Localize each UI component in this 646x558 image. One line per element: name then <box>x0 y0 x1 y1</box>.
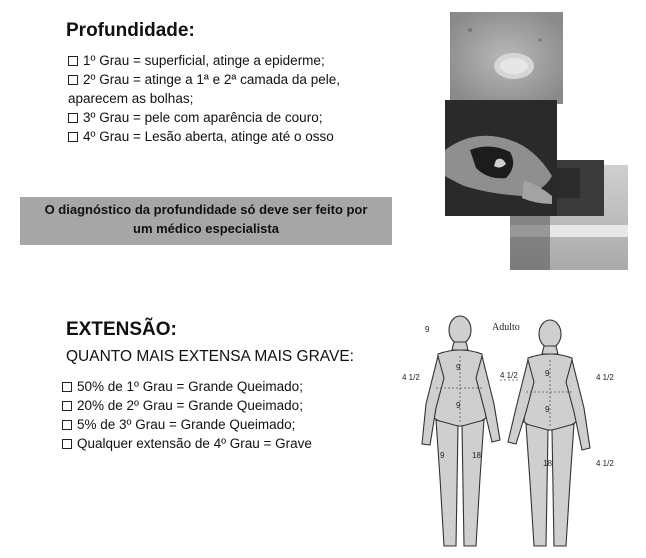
checkbox-icon <box>68 132 78 142</box>
burn-photos-image <box>440 0 646 272</box>
checkbox-icon <box>68 75 78 85</box>
extensao-heading: EXTENSÃO: <box>66 319 177 340</box>
list-item: 5% de 3º Grau = Grande Queimado; <box>62 415 295 434</box>
chart-label: 4 1/2 <box>596 459 614 468</box>
chart-label: 9 <box>425 325 430 334</box>
chart-label: 18 <box>543 459 552 468</box>
chart-label: 9 <box>545 405 550 414</box>
checkbox-icon <box>68 56 78 66</box>
first-degree-photo <box>450 12 563 104</box>
chart-label: 9 <box>545 369 550 378</box>
list-item: 4º Grau = Lesão aberta, atinge até o osso <box>68 127 334 146</box>
profundidade-heading: Profundidade: <box>66 20 195 41</box>
chart-label: 4 1/2 <box>500 371 518 380</box>
checkbox-icon <box>68 113 78 123</box>
chart-caption: Adulto <box>492 322 520 333</box>
extensao-subtitle: QUANTO MAIS EXTENSA MAIS GRAVE: <box>66 348 354 365</box>
chart-label: 4 1/2 <box>596 373 614 382</box>
rule-of-nines-chart <box>400 308 630 553</box>
note-line-2: um médico especialista <box>133 221 279 236</box>
checkbox-icon <box>62 420 72 430</box>
note-line-1: O diagnóstico da profundidade só deve ser feito por <box>44 202 368 217</box>
list-item: Qualquer extensão de 4º Grau = Grave <box>62 434 312 453</box>
list-item: 50% de 1º Grau = Grande Queimado; <box>62 377 303 396</box>
list-item-continuation: aparecem as bolhas; <box>68 91 194 106</box>
list-item: 1º Grau = superficial, atinge a epiderme; <box>68 51 325 70</box>
chart-label: 18 <box>472 451 481 460</box>
checkbox-icon <box>62 401 72 411</box>
checkbox-icon <box>62 439 72 449</box>
chart-label: 9 <box>456 363 461 372</box>
specialist-note-banner <box>20 197 392 245</box>
body-figures <box>400 308 630 553</box>
chart-label: 9 <box>440 451 445 460</box>
checkbox-icon <box>62 382 72 392</box>
list-item: 3º Grau = pele com aparência de couro; <box>68 108 322 127</box>
chart-label: 9 <box>456 401 461 410</box>
burned-hand-photo <box>445 100 557 216</box>
list-item: 2º Grau = atinge a 1ª e 2ª camada da pele, <box>68 70 340 89</box>
burn-photos-collage <box>440 0 646 272</box>
chart-label: 4 1/2 <box>402 373 420 382</box>
list-item: 20% de 2º Grau = Grande Queimado; <box>62 396 303 415</box>
